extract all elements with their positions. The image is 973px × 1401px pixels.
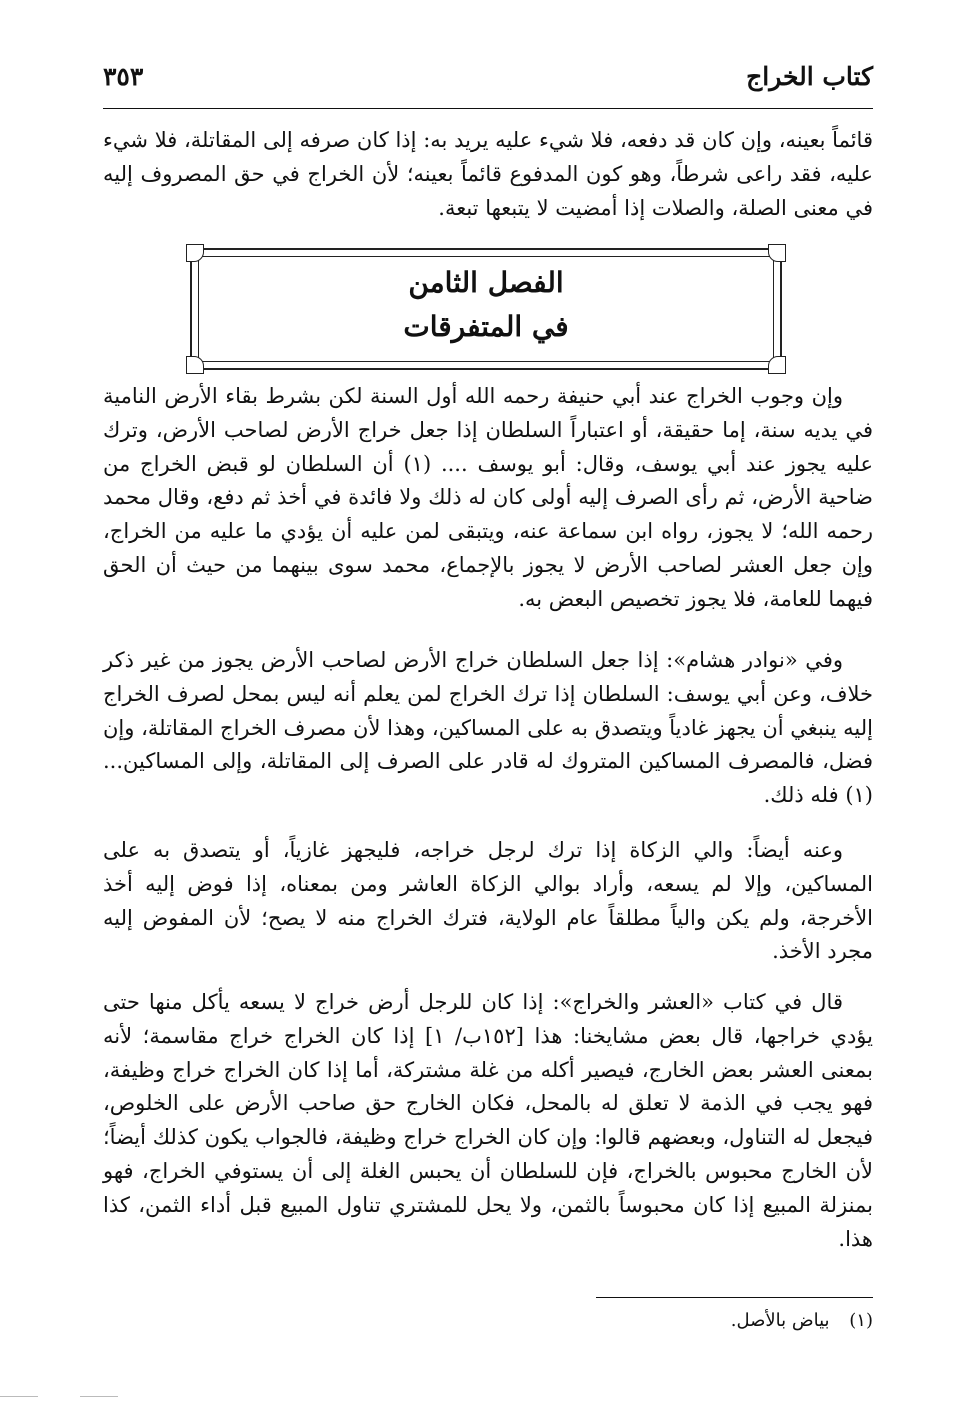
paragraph: وإن وجوب الخراج عند أبي حنيفة رحمه الله أول السنة لكن بشرط بقاء الأرض النامية في يديه سنة، إما حقيقة، أو اعتباراً السلطان إذا جعل خراج الأرض لصاحب الأرض، وترك عليه يجوز عند أبي يوسف، وقال: أبو يوسف .... (١) أن السلطان لو قبض الخراج من ضاحية الأرض، ثم رأى الصرف إليه أولى كان له ذلك ولا فائدة في أخذ ثم دفع، وقال محمد رحمه الله؛ لا يجوز، رواه ابن سماعة عنه، ويتبقى لمن عليه أن يؤدي ما عليه من الخراج، وإن جعل العشر لصاحب الأرض لا يجوز بالإجماع، محمد سوى بينهما من حيث أن الحق فيهما للعامة، فلا يجوز تخصيص البعض به. — [103, 384, 873, 611]
footnote-text: بياض بالأصل. — [730, 1310, 830, 1331]
paragraph: قال في كتاب «العشر والخراج»: إذا كان للرجل أرض خراج لا يسعه يأكل منها حتى يؤدي خراجها، قال بعض مشايخنا: هذا [١٥٢ب/ ١] إذا كان الخراج خراج مقاسمة؛ لأنه بمعنى العشر بعض الخارج، فيصير أكله من غلة مشتركة، أما إذا كان الخراج خراج وظيفة، فهو يجب في الذمة لا تعلق له بالمحل، فكان الخارج حق صاحب الأرض على الخلوص، فيجعل له التناول، وبعضهم قالوا: وإن كان الخراج خراج وظيفة، فالجواب يكون كذلك أيضاً؛ لأن الخارج محبوس بالخراج، فإن للسلطان أن يحبس الغلة إلى أن يستوفي الخراج، فهو بمنزلة المبيع إذا كان محبوساً بالثمن، ولا يحل للمشتري تناول المبيع قبل أداء الثمن، كذا هذا. — [103, 990, 874, 1251]
frame-corner-ornament — [768, 244, 786, 262]
body-text — [103, 380, 873, 617]
running-header — [103, 58, 873, 98]
footnote-rule — [596, 1297, 873, 1298]
body-text — [103, 644, 873, 813]
opening-text — [103, 124, 873, 225]
chapter-heading-frame — [190, 248, 782, 370]
chapter-subtitle: في المتفرقات — [403, 310, 569, 343]
frame-corner-ornament — [186, 356, 204, 374]
body-text — [103, 986, 873, 1256]
header-rule — [103, 108, 873, 109]
running-title: كتاب الخراج — [746, 62, 873, 91]
footnote — [473, 1308, 873, 1334]
paragraph: قائماً بعينه، وإن كان قد دفعه، فلا شيء عليه يريد به: إذا كان صرفه إلى المقاتلة، فلا شيء عليه، فقد راعى شرطاً، وهو كون المدفوع قائماً بعينه؛ لأن الخراج في حق المصروف إليه في معنى الصلة، والصلات إذا أمضيت لا يتبعها تبعة. — [103, 128, 873, 220]
paragraph: وفي «نوادر هشام»: إذا جعل السلطان خراج الأرض لصاحب الأرض يجوز من غير ذكر خلاف، وعن أبي يوسف: السلطان إذا ترك الخراج لمن يعلم أنه ليس بمحل لصرف الخراج إليه ينبغي أن يجهز غادياً ويتصدق به على المساكين، وهذا لأن مصرف الخراج المقاتلة، وإن فضل، فالمصرف المساكين المتروك له قادر على الصرف إلى المقاتلة، وإلى المساكين... (١) فله ذلك. — [103, 648, 873, 808]
scan-edge-mark — [0, 1396, 38, 1397]
chapter-title: الفصل الثامن — [408, 266, 564, 299]
scan-edge-mark — [80, 1396, 118, 1397]
page-number: ٣٥٣ — [103, 62, 144, 91]
frame-corner-ornament — [768, 356, 786, 374]
body-text — [103, 834, 873, 969]
footnote-marker: (١) — [849, 1310, 873, 1331]
paragraph: وعنه أيضاً: والي الزكاة إذا ترك لرجل خراجه، فليجهز غازياً، أو يتصدق به على المساكين، وإلا لم يسعه، وأراد بوالي الزكاة العاشر ومن بمعناه، إذا فوض إليه أخذ الأخرجة، ولم يكن والياً مطلقاً عام الولاية، فترك الخراج منه لا يصح؛ لأن المفوض إليه مجرد الأخذ. — [103, 838, 873, 964]
